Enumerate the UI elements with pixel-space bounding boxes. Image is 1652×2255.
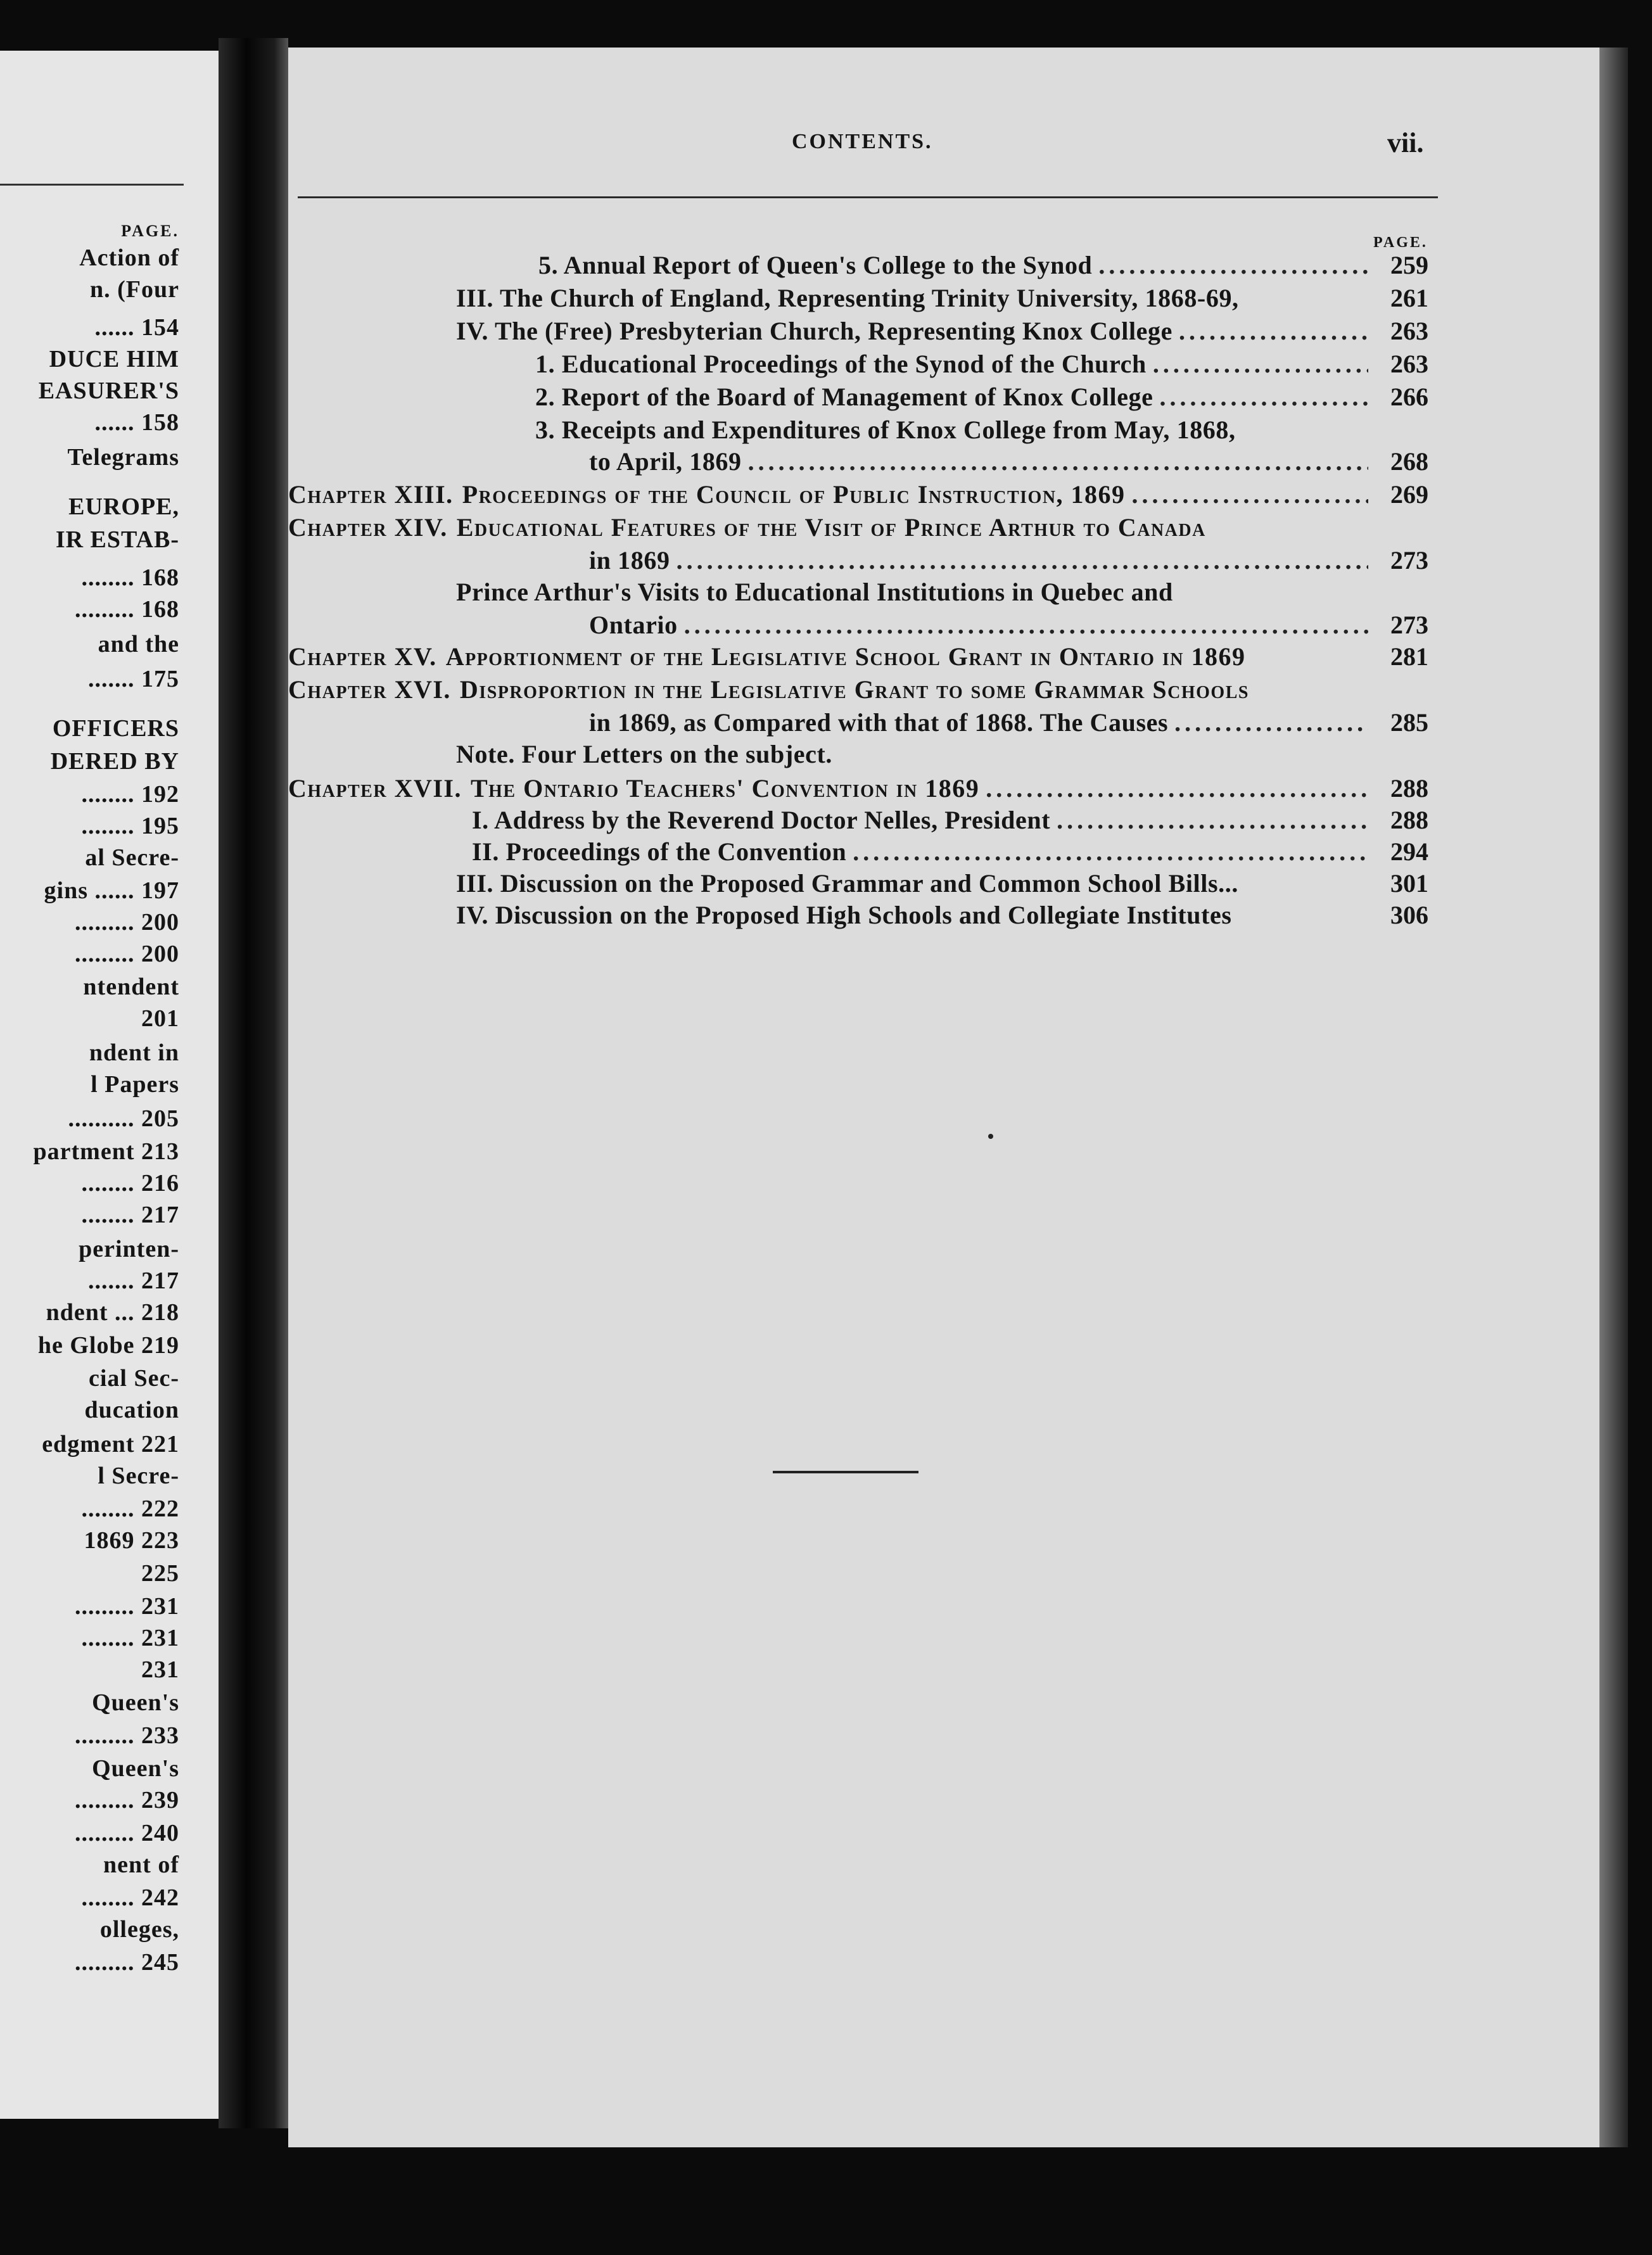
toc-entry-text: in 1869, as Compared with that of 1868. The Causes (589, 708, 1169, 737)
left-page-rule (0, 184, 184, 186)
toc-chapter-label: Chapter XVI. (288, 675, 451, 704)
left-page-line: ......... 168 (75, 596, 179, 623)
left-page-line: gins ...... 197 (44, 877, 179, 904)
left-page-line: ......... 200 (75, 909, 179, 936)
toc-entry (456, 316, 1375, 349)
left-page-line: ........ 242 (81, 1884, 179, 1911)
left-page-line: Queen's (92, 1755, 179, 1782)
left-facing-page (0, 51, 219, 2119)
left-page-line: ........ 216 (81, 1170, 179, 1197)
left-page-line: cial Sec- (88, 1365, 179, 1392)
toc-entry (456, 900, 1375, 933)
toc-entry (288, 675, 1375, 708)
toc-entry (288, 773, 1375, 806)
toc-entry-text: Apportionment of the Legislative School Grant in Ontario in 1869 (445, 642, 1246, 671)
dot-leader (1153, 349, 1368, 379)
left-page-line: he Globe 219 (37, 1332, 179, 1359)
left-page-line: ...... 158 (94, 409, 179, 436)
toc-page-number: 263 (1390, 317, 1428, 345)
left-page-line: l Papers (91, 1071, 179, 1098)
left-page-line: 225 (141, 1560, 179, 1587)
left-page-line: EUROPE, (68, 493, 179, 520)
left-page-line: ......... 245 (75, 1949, 179, 1976)
left-page-line: ......... 240 (75, 1820, 179, 1846)
toc-page-number: 266 (1390, 383, 1428, 411)
toc-entry (456, 739, 1375, 772)
toc-page-number: 301 (1390, 869, 1428, 898)
dot-leader (853, 837, 1368, 867)
left-page-line: ducation (84, 1397, 179, 1423)
toc-entry-text: II. Proceedings of the Convention (472, 837, 847, 866)
toc-page-number: 281 (1390, 642, 1428, 671)
toc-entry (456, 283, 1375, 316)
left-page-line: DUCE HIM (49, 346, 179, 372)
left-page-line: nent of (103, 1852, 179, 1878)
left-page-line: ......... 239 (75, 1787, 179, 1814)
header-rule (298, 196, 1438, 198)
left-page-line: edgment 221 (42, 1431, 179, 1458)
left-page-line: l Secre- (98, 1463, 179, 1489)
page-edge-shadow (1599, 48, 1628, 2147)
left-page-line: Telegrams (67, 444, 179, 471)
dot-leader (1057, 805, 1368, 835)
toc-entry-text: Note. Four Letters on the subject. (456, 740, 832, 768)
toc-entry (589, 610, 1375, 643)
toc-page-number: 306 (1390, 901, 1428, 929)
toc-page-number: 273 (1390, 546, 1428, 575)
toc-entry (589, 708, 1375, 740)
left-page-line: ........ 231 (81, 1625, 179, 1651)
left-page-line: and the (98, 631, 179, 657)
dot-leader (1098, 250, 1368, 280)
toc-entry-text: in 1869 (589, 546, 670, 575)
toc-entry-text: 3. Receipts and Expenditures of Knox College from May, 1868, (535, 416, 1236, 444)
toc-entry (535, 415, 1375, 448)
left-page-line: ........ 168 (81, 564, 179, 591)
left-page-line: .......... 205 (68, 1105, 179, 1132)
left-page-line: n. (Four (90, 276, 179, 303)
toc-entry-text: Ontario (589, 611, 678, 639)
left-page-line: IR ESTAB- (55, 526, 179, 553)
left-page-line: OFFICERS (52, 715, 179, 742)
left-page-line: ........ 195 (81, 813, 179, 839)
left-page-line: ntendent (83, 974, 179, 1000)
left-page-line: 1869 223 (84, 1527, 179, 1554)
toc-page-number: 259 (1390, 251, 1428, 279)
toc-entry (538, 250, 1375, 283)
page-column-label: PAGE. (1373, 234, 1428, 251)
left-page-line: ........ 192 (81, 781, 179, 808)
left-page-line: ....... 217 (88, 1267, 179, 1294)
left-page-line: ndent ... 218 (46, 1299, 179, 1326)
toc-entry (589, 545, 1375, 578)
toc-page-number: 288 (1390, 806, 1428, 834)
toc-entry-text: 2. Report of the Board of Management of Knox College (535, 383, 1153, 411)
toc-page-number: 269 (1390, 480, 1428, 509)
toc-entry-text: I. Address by the Reverend Doctor Nelles, President (472, 806, 1051, 834)
left-page-line: Action of (79, 245, 179, 271)
toc-entry-text: 5. Annual Report of Queen's College to the Synod (538, 251, 1093, 279)
toc-entry (535, 349, 1375, 382)
toc-entry-text: Proceedings of the Council of Public Instruction, 1869 (462, 480, 1126, 509)
running-head-page-number: vii. (1387, 127, 1424, 158)
print-speck (988, 1134, 993, 1139)
left-page-line: ........ 222 (81, 1496, 179, 1522)
dot-leader (1132, 480, 1368, 509)
toc-entry (535, 382, 1375, 415)
left-page-line: ......... 200 (75, 941, 179, 967)
left-page-line: DERED BY (50, 748, 179, 775)
left-page-line: EASURER'S (38, 378, 179, 404)
toc-entry-text: III. Discussion on the Proposed Grammar and Common School Bills... (456, 869, 1238, 898)
toc-entry (589, 447, 1375, 480)
left-page-line: ......... 233 (75, 1722, 179, 1749)
left-page-column-label: PAGE. (121, 222, 179, 240)
dot-leader (748, 447, 1368, 476)
toc-entry-text: IV. Discussion on the Proposed High Schools and Collegiate Institutes (456, 901, 1232, 929)
left-page-line: perinten- (79, 1236, 179, 1262)
toc-entry-text: III. The Church of England, Representing Trinity University, 1868-69, (456, 284, 1239, 312)
toc-page-number: 294 (1390, 837, 1428, 866)
left-page-line: ...... 154 (94, 314, 179, 341)
toc-entry (472, 837, 1375, 870)
toc-page-number: 261 (1390, 284, 1428, 312)
toc-chapter-label: Chapter XIII. (288, 480, 454, 509)
left-page-line: 201 (141, 1005, 179, 1032)
toc-entry (456, 577, 1375, 610)
dot-leader (677, 545, 1368, 575)
toc-page-number: 268 (1390, 447, 1428, 476)
toc-page-number: 263 (1390, 350, 1428, 378)
left-page-line: ......... 231 (75, 1593, 179, 1620)
toc-entry (456, 868, 1375, 901)
book-gutter (219, 38, 288, 2128)
toc-entry (472, 805, 1375, 838)
toc-page-number: 273 (1390, 611, 1428, 639)
toc-chapter-label: Chapter XVII. (288, 774, 462, 803)
left-page-line: ........ 217 (81, 1202, 179, 1228)
left-page-line: ndent in (89, 1039, 179, 1066)
dot-leader (1179, 316, 1368, 346)
running-head-title: CONTENTS. (792, 130, 933, 153)
toc-entry-text: Disproportion in the Legislative Grant to some Grammar Schools (459, 675, 1249, 704)
left-page-line: partment 213 (33, 1138, 179, 1165)
toc-chapter-label: Chapter XV. (288, 642, 437, 671)
dot-leader (986, 773, 1368, 803)
toc-entry-text: Prince Arthur's Visits to Educational Institutions in Quebec and (456, 578, 1173, 606)
left-page-line: olleges, (99, 1916, 179, 1943)
toc-page-number: 285 (1390, 708, 1428, 737)
toc-entry-text: The Ontario Teachers' Convention in 1869 (470, 774, 980, 803)
left-page-line: Queen's (92, 1689, 179, 1716)
toc-entry (288, 512, 1375, 545)
closing-rule-ornament (773, 1471, 918, 1473)
dot-leader (1174, 708, 1368, 737)
toc-entry-text: Educational Features of the Visit of Prince Arthur to Canada (456, 513, 1206, 542)
toc-entry-text: IV. The (Free) Presbyterian Church, Representing Knox College (456, 317, 1172, 345)
dot-leader (684, 610, 1368, 640)
toc-entry (288, 480, 1375, 512)
left-page-line: ....... 175 (88, 666, 179, 692)
dot-leader (1160, 382, 1369, 412)
toc-entry (288, 642, 1375, 675)
toc-entry-text: 1. Educational Proceedings of the Synod of the Church (535, 350, 1147, 378)
toc-chapter-label: Chapter XIV. (288, 513, 448, 542)
toc-entry-text: to April, 1869 (589, 447, 742, 476)
left-page-line: 231 (141, 1656, 179, 1683)
left-page-line: al Secre- (85, 844, 179, 871)
toc-page-number: 288 (1390, 774, 1428, 803)
